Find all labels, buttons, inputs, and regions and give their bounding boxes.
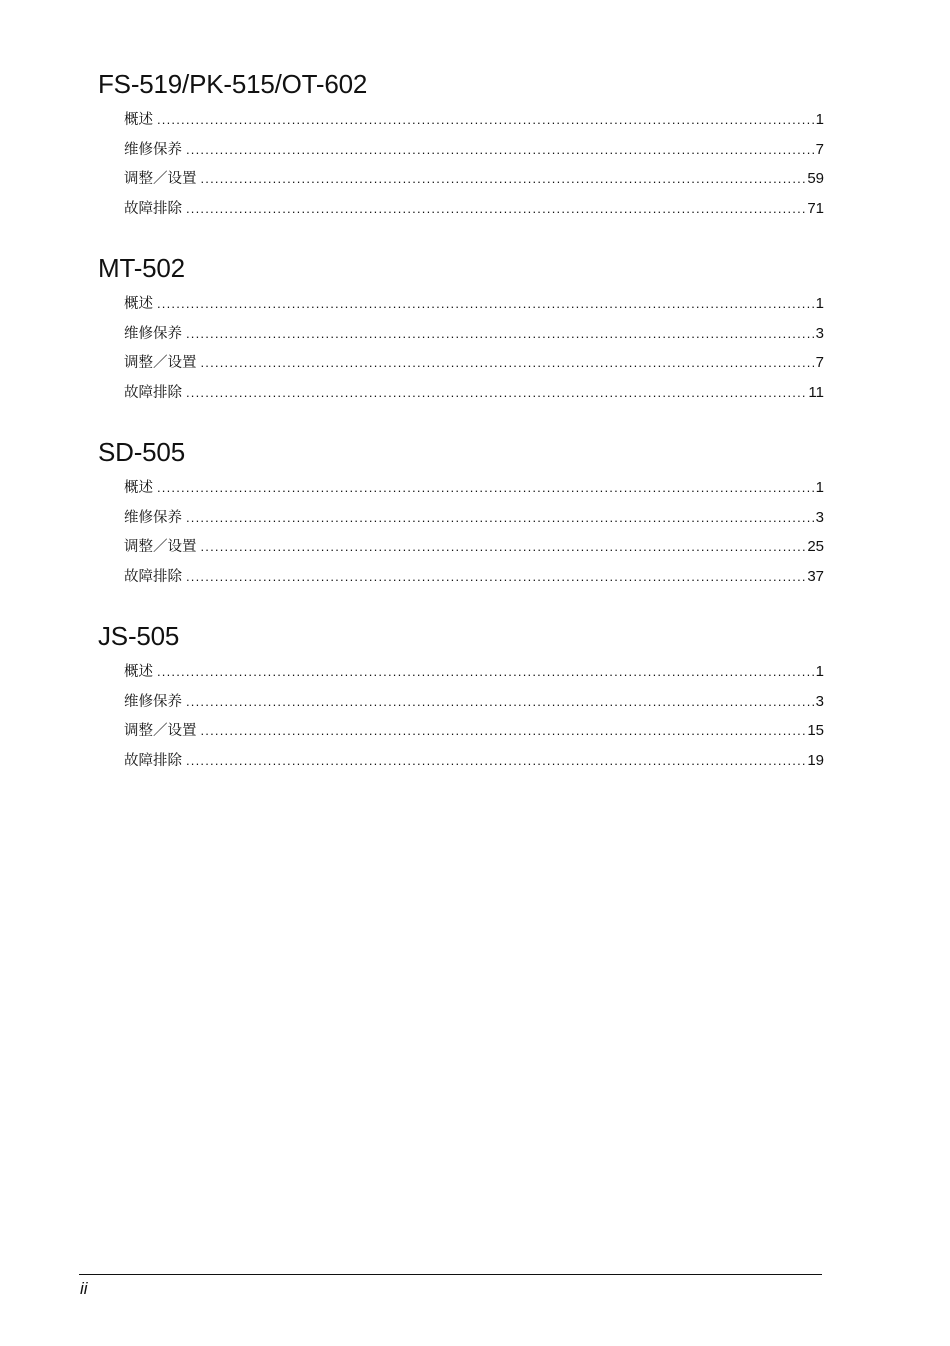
- toc-entry-troubleshooting[interactable]: [124, 562, 824, 592]
- dot-leader: [157, 289, 814, 319]
- entry-page-number: 1: [815, 663, 824, 680]
- table-of-contents: [98, 66, 824, 802]
- toc-entry-maintenance[interactable]: [124, 687, 824, 717]
- dot-leader: [186, 562, 805, 592]
- entry-label: 概述: [124, 112, 153, 128]
- entry-page-number: 3: [815, 324, 824, 342]
- dot-leader: [157, 105, 814, 135]
- entry-label: 故障排除: [124, 752, 182, 769]
- entry-label: 概述: [124, 480, 153, 496]
- entry-label: 维修保养: [124, 325, 182, 342]
- entry-page-number: 3: [815, 692, 824, 710]
- entry-label: 故障排除: [124, 384, 182, 401]
- toc-entry-adjustment[interactable]: [124, 164, 824, 194]
- entry-page-number: 59: [807, 170, 824, 187]
- entry-label: 调整／设置: [124, 723, 197, 739]
- toc-entry-adjustment[interactable]: [124, 716, 824, 746]
- entry-page-number: 7: [815, 140, 824, 158]
- toc-section-sd505: [98, 434, 824, 591]
- entry-page-number: 3: [815, 508, 824, 526]
- toc-entry-overview[interactable]: [124, 105, 824, 135]
- toc-entry-maintenance[interactable]: [124, 319, 824, 349]
- entry-label: 维修保养: [124, 509, 182, 526]
- footer-divider: [79, 1274, 822, 1275]
- entry-label: 维修保养: [124, 141, 182, 158]
- toc-entry-troubleshooting[interactable]: [124, 378, 824, 408]
- entry-label: 调整／设置: [124, 355, 197, 371]
- entry-label: 调整／设置: [124, 171, 197, 187]
- entry-page-number: 1: [815, 295, 824, 312]
- toc-entry-troubleshooting[interactable]: [124, 746, 824, 776]
- entry-label: 维修保养: [124, 693, 182, 710]
- toc-entry-maintenance[interactable]: [124, 503, 824, 533]
- dot-leader: [186, 135, 814, 165]
- dot-leader: [201, 164, 806, 194]
- toc-entry-troubleshooting[interactable]: [124, 194, 824, 224]
- entry-page-number: 71: [807, 199, 824, 217]
- entry-page-number: 19: [807, 751, 824, 769]
- footer-page-number: ii: [80, 1279, 88, 1298]
- dot-leader: [157, 657, 814, 687]
- toc-section-fs519: [98, 66, 824, 223]
- dot-leader: [157, 473, 814, 503]
- entry-page-number: 7: [815, 354, 824, 371]
- toc-entry-overview[interactable]: [124, 473, 824, 503]
- dot-leader: [201, 532, 806, 562]
- entry-label: 概述: [124, 664, 153, 680]
- toc-entry-adjustment[interactable]: [124, 532, 824, 562]
- entry-label: 故障排除: [124, 200, 182, 217]
- toc-section-mt502: [98, 250, 824, 407]
- toc-entry-overview[interactable]: [124, 289, 824, 319]
- section-title: FS-519/PK-515/OT-602: [98, 69, 368, 99]
- entry-page-number: 37: [807, 567, 824, 585]
- dot-leader: [201, 716, 806, 746]
- toc-entry-adjustment[interactable]: [124, 348, 824, 378]
- dot-leader: [186, 194, 805, 224]
- dot-leader: [201, 348, 814, 378]
- section-title: SD-505: [98, 437, 185, 467]
- dot-leader: [186, 687, 814, 717]
- dot-leader: [186, 746, 805, 776]
- entry-page-number: 15: [807, 722, 824, 739]
- dot-leader: [186, 503, 814, 533]
- toc-entry-maintenance[interactable]: [124, 135, 824, 165]
- entry-page-number: 1: [815, 111, 824, 128]
- dot-leader: [186, 319, 814, 349]
- entry-page-number: 11: [808, 383, 824, 401]
- entry-label: 调整／设置: [124, 539, 197, 555]
- entry-page-number: 25: [807, 538, 824, 555]
- section-title: MT-502: [98, 253, 185, 283]
- dot-leader: [186, 378, 806, 408]
- section-title: JS-505: [98, 621, 180, 651]
- toc-section-js505: [98, 618, 824, 775]
- entry-label: 故障排除: [124, 568, 182, 585]
- toc-entry-overview[interactable]: [124, 657, 824, 687]
- entry-page-number: 1: [815, 479, 824, 496]
- entry-label: 概述: [124, 296, 153, 312]
